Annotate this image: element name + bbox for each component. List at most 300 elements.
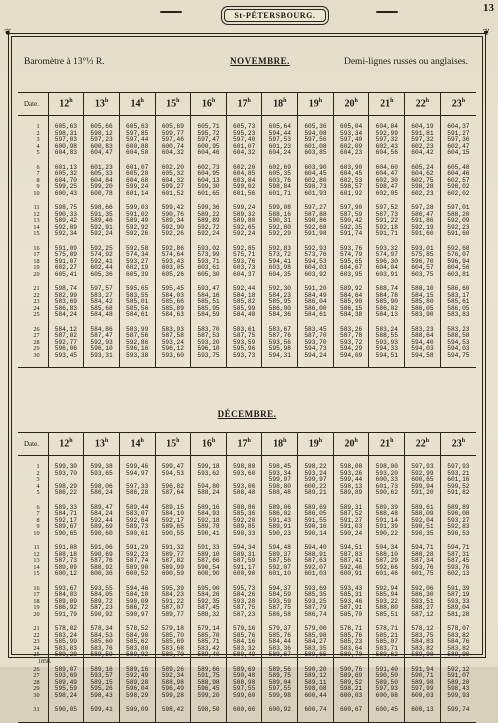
pressure-cell: 590,61 — [119, 531, 155, 538]
pressure-cell: 583,93 — [155, 327, 191, 334]
pressure-cell: 598,29 — [119, 693, 155, 700]
pressure-cell: 600,44 — [298, 693, 334, 700]
pressure-cell: 583,23 — [440, 327, 476, 334]
pressure-cell: 605,24 — [405, 165, 441, 172]
pressure-cell: 587,59 — [226, 558, 262, 565]
pressure-cell: 604,35 — [262, 272, 298, 279]
pressure-cell: 584,03 — [48, 592, 84, 599]
pressure-cell: 587,45 — [440, 558, 476, 565]
pressure-cell: 597,40 — [226, 137, 262, 144]
pressure-cell: 584,44 — [262, 639, 298, 646]
hour-suffix: h — [247, 438, 251, 445]
pressure-cell: 579,37 — [262, 626, 298, 633]
pressure-cell: 591,32 — [155, 545, 191, 552]
hour-column-header — [226, 93, 262, 116]
pressure-cell: 591,06 — [84, 545, 120, 552]
pressure-cell: 584,23 — [155, 592, 191, 599]
pressure-cell: 601,08 — [298, 144, 334, 151]
hour-number: 13 — [94, 438, 105, 450]
date-cell: 20 — [33, 610, 40, 618]
pressure-cell: 589,15 — [155, 505, 191, 512]
pressure-cell: 578,34 — [84, 626, 120, 633]
pressure-cell: 592,49 — [119, 673, 155, 680]
pressure-cell: 584,38 — [333, 312, 369, 319]
date-cell: 13 — [33, 557, 40, 564]
pressure-cell: 591,08 — [48, 545, 84, 552]
pressure-cell: 593,22 — [369, 599, 405, 606]
pressure-cell: 573,99 — [191, 252, 227, 259]
pressure-cell: 589,11 — [298, 680, 334, 687]
pressure-cell: 584,16 — [191, 293, 227, 300]
pressure-cell: 584,61 — [119, 312, 155, 319]
pressure-cell: 599,52 — [440, 484, 476, 491]
date-cell: 23 — [33, 638, 40, 645]
date-cell: 21 — [33, 285, 40, 292]
pressure-cell: 591,35 — [84, 212, 120, 219]
pressure-cell: 593,26 — [333, 471, 369, 478]
pressure-cell: 589,99 — [155, 565, 191, 572]
pressure-cell: 591,33 — [191, 545, 227, 552]
pressure-cell: 591,02 — [119, 212, 155, 219]
pressure-cell: 589,42 — [48, 218, 84, 225]
pressure-cell: 604,46 — [440, 171, 476, 178]
pressure-cell: 587,76 — [84, 558, 120, 565]
pressure-cell: 604,42 — [405, 150, 441, 157]
pressure-cell: 586,05 — [440, 306, 476, 313]
pressure-cell: 605,30 — [191, 272, 227, 279]
pressure-cell: 592,34 — [48, 231, 84, 238]
pressure-cell: 589,47 — [84, 505, 120, 512]
hour-column-header — [333, 93, 369, 116]
hour-number: 21 — [380, 438, 391, 450]
pressure-cell: 599,42 — [155, 205, 191, 212]
pressure-cell: 585,31 — [333, 592, 369, 599]
pressure-cell: 602,13 — [440, 571, 476, 578]
pressure-cell: 588,98 — [191, 680, 227, 687]
pressure-cell: 601,13 — [48, 165, 84, 172]
pressure-cell: 591,71 — [369, 231, 405, 238]
pressure-cell: 592,06 — [405, 586, 441, 593]
pressure-cell: 584,90 — [119, 633, 155, 640]
pressure-cell: 585,76 — [333, 633, 369, 640]
pressure-cell: 593,55 — [84, 586, 120, 593]
pressure-cell: 599,24 — [226, 205, 262, 212]
pressure-cell: 598,08 — [298, 686, 334, 693]
pressure-cell: 593,76 — [226, 259, 262, 266]
pressure-cell: 600,43 — [48, 191, 84, 198]
hour-column-header — [369, 93, 405, 116]
pressure-cell: 583,45 — [298, 327, 334, 334]
pressure-cell: 584,15 — [405, 293, 441, 300]
pressure-cell: 593,62 — [191, 471, 227, 478]
pressure-cell: 605,36 — [298, 124, 334, 131]
hour-column-header — [405, 93, 441, 116]
pressure-cell: 592,85 — [226, 246, 262, 253]
date-cell: 9 — [36, 183, 40, 190]
pressure-cell: 583,83 — [440, 312, 476, 319]
pressure-cell: 589,89 — [191, 218, 227, 225]
pressure-cell: 592,68 — [298, 225, 334, 232]
pressure-cell: 604,37 — [226, 272, 262, 279]
pressure-cell: 597,90 — [333, 205, 369, 212]
pressure-cell: 587,91 — [333, 605, 369, 612]
pressure-cell: 587,41 — [333, 558, 369, 565]
pressure-cell: 592,41 — [84, 259, 120, 266]
pressure-cell: 600,66 — [226, 707, 262, 714]
hour-number: 14 — [130, 98, 141, 110]
pressure-cell: 586,72 — [119, 605, 155, 612]
pressure-cell: 595,26 — [84, 686, 120, 693]
date-cell: 16 — [33, 244, 40, 252]
pressure-cell: 583,75 — [405, 633, 441, 640]
pressure-cell: 590,69 — [84, 552, 120, 559]
hour-column-header — [440, 433, 476, 456]
pressure-cell: 589,59 — [84, 652, 120, 659]
pressure-cell: 591,81 — [405, 131, 441, 138]
hour-column-header — [48, 93, 84, 116]
pressure-cell: 586,02 — [262, 511, 298, 518]
pressure-cell: 593,47 — [191, 286, 227, 293]
pressure-cell: 587,66 — [191, 558, 227, 565]
pressure-cell: 595,72 — [191, 131, 227, 138]
pressure-cell: 604,15 — [440, 150, 476, 157]
pressure-cell: 586,60 — [440, 286, 476, 293]
pressure-cell: 602,53 — [333, 178, 369, 185]
pressure-cell: 590,20 — [298, 667, 334, 674]
pressure-cell: 597,53 — [262, 137, 298, 144]
pressure-cell: 593,24 — [298, 471, 334, 478]
pressure-cell: 601,92 — [333, 191, 369, 198]
pressure-cell: 599,09 — [119, 707, 155, 714]
pressure-cell: 588,91 — [298, 552, 334, 559]
pressure-cell: 591,60 — [405, 231, 441, 238]
date-cell: 30 — [33, 351, 40, 359]
pressure-cell: 591,43 — [262, 518, 298, 525]
pressure-cell: 593,51 — [405, 599, 441, 606]
pressure-cell: 583,32 — [226, 646, 262, 653]
pressure-cell: 600,90 — [191, 571, 227, 578]
pressure-cell: 593,20 — [369, 471, 405, 478]
pressure-cell: 589,90 — [119, 565, 155, 572]
pressure-cell: 595,39 — [155, 586, 191, 593]
pressure-cell: 595,65 — [119, 286, 155, 293]
date-cell: 29 — [33, 685, 40, 692]
pressure-cell: 604,85 — [226, 171, 262, 178]
pressure-cell: 593,93 — [369, 340, 405, 347]
pressure-cell: 590,24 — [333, 531, 369, 538]
pressure-cell: 588,55 — [369, 333, 405, 340]
pressure-cell: 591,17 — [226, 565, 262, 572]
pressure-cell: 602,43 — [369, 144, 405, 151]
pressure-cell: 593,28 — [226, 599, 262, 606]
pressure-cell: 575,71 — [226, 252, 262, 259]
pressure-cell: 598,47 — [369, 184, 405, 191]
pressure-cell: 584,86 — [84, 327, 120, 334]
pressure-cell: 588,48 — [369, 511, 405, 518]
pressure-cell: 594,80 — [191, 484, 227, 491]
pressure-cell: 587,79 — [298, 605, 334, 612]
pressure-cell: 589,28 — [119, 680, 155, 687]
pressure-cell: 593,24 — [155, 340, 191, 347]
pressure-cell: 583,90 — [405, 312, 441, 319]
pressure-cell: 585,60 — [84, 639, 120, 646]
pressure-cell: 600,45 — [369, 707, 405, 714]
pressure-cell: 593,27 — [119, 259, 155, 266]
pressure-cell: 583,17 — [440, 293, 476, 300]
pressure-cell: 604,60 — [369, 165, 405, 172]
pressure-cell: 593,25 — [298, 599, 334, 606]
pressure-cell: 595,45 — [155, 286, 191, 293]
pressure-cell: 588,18 — [48, 552, 84, 559]
hour-number: 19 — [308, 438, 319, 450]
pressure-cell: 594,71 — [405, 545, 441, 552]
pressure-cell: 584,49 — [298, 293, 334, 300]
pressure-cell: 599,44 — [333, 477, 369, 484]
pressure-cell: 585,51 — [369, 612, 405, 619]
pressure-cell: 597,33 — [119, 484, 155, 491]
pressure-cell: 594,51 — [333, 545, 369, 552]
pressure-cell: 584,59 — [191, 312, 227, 319]
pressure-cell: 592,66 — [369, 565, 405, 572]
date-cell: 19 — [33, 264, 40, 271]
pressure-cell: 592,83 — [262, 246, 298, 253]
pressure-cell: 587,78 — [333, 333, 369, 340]
pressure-cell: 592,46 — [333, 565, 369, 572]
pressure-cell: 601,56 — [226, 191, 262, 198]
pressure-cell: 591,98 — [298, 231, 334, 238]
date-cell: 20 — [33, 270, 40, 278]
date-cell: 14 — [33, 223, 40, 231]
pressure-cell: 600,88 — [119, 144, 155, 151]
pressure-cell: 589,65 — [298, 652, 334, 659]
pressure-cell: 589,32 — [226, 212, 262, 219]
pressure-cell: 587,76 — [262, 333, 298, 340]
pressure-cell: 589,34 — [155, 218, 191, 225]
hour-suffix: h — [318, 438, 323, 445]
pressure-cell: 592,24 — [84, 231, 120, 238]
pressure-cell: 574,92 — [84, 252, 120, 259]
date-cell: 25 — [33, 651, 40, 658]
pressure-cell: 598,42 — [155, 707, 191, 714]
pressure-cell: 604,45 — [333, 171, 369, 178]
hour-column-header — [119, 93, 155, 116]
pressure-cell: 579,16 — [226, 626, 262, 633]
pressure-cell: 585,70 — [333, 612, 369, 619]
hour-column-header — [155, 433, 191, 456]
pressure-cell: 592,04 — [405, 518, 441, 525]
pressure-cell: 588,98 — [155, 680, 191, 687]
pressure-cell: 588,80 — [369, 605, 405, 612]
pressure-cell: 574,79 — [333, 252, 369, 259]
hour-number: 19 — [308, 98, 319, 110]
pressure-cell: 597,85 — [119, 131, 155, 138]
pressure-cell: 592,17 — [155, 518, 191, 525]
pressure-cell: 585,56 — [119, 306, 155, 313]
pressure-cell: 578,07 — [440, 626, 476, 633]
pressure-cell: 587,12 — [405, 612, 441, 619]
pressure-cell: 586,92 — [48, 605, 84, 612]
date-cell: 23 — [33, 298, 40, 305]
pressure-cell: 597,55 — [262, 686, 298, 693]
pressure-cell: 598,66 — [84, 205, 120, 212]
pressure-cell: 604,47 — [369, 171, 405, 178]
pressure-cell: 600,03 — [333, 693, 369, 700]
pressure-cell: 598,00 — [369, 464, 405, 471]
hour-column-header — [298, 93, 334, 116]
date-cell: 26 — [33, 325, 40, 333]
pressure-cell: 592,26 — [119, 231, 155, 238]
pressure-cell: 597,40 — [333, 137, 369, 144]
pressure-cell: 599,28 — [155, 693, 191, 700]
hour-column-header — [191, 433, 227, 456]
hour-number: 23 — [451, 438, 462, 450]
pressure-cell: 589,16 — [191, 505, 227, 512]
pressure-cell: 586,47 — [405, 212, 441, 219]
pressure-cell: 600,95 — [191, 144, 227, 151]
pressure-cell: 593,72 — [333, 340, 369, 347]
pressure-cell: 598,02 — [440, 184, 476, 191]
pressure-cell: 604,70 — [48, 178, 84, 185]
date-cell: 10 — [33, 189, 40, 197]
pressure-cell: 591,29 — [119, 545, 155, 552]
date-cell: 28 — [33, 678, 40, 686]
pressure-cell: 600,52 — [119, 571, 155, 578]
pressure-cell: 590,41 — [191, 531, 227, 538]
pressure-cell: 590,53 — [440, 531, 476, 538]
pressure-cell: 592,25 — [84, 246, 120, 253]
pressure-cell: 594,40 — [405, 340, 441, 347]
pressure-cell: 584,27 — [298, 639, 334, 646]
pressure-cell: 601,65 — [191, 191, 227, 198]
pressure-cell: 590,33 — [48, 212, 84, 219]
pressure-cell: 589,77 — [155, 552, 191, 559]
pressure-cell: 598,50 — [191, 707, 227, 714]
pressure-cell: 587,56 — [119, 333, 155, 340]
pressure-cell: 601,03 — [298, 571, 334, 578]
pressure-cell: 598,75 — [48, 205, 84, 212]
pressure-cell: 588,20 — [440, 212, 476, 219]
pressure-cell: 598,21 — [333, 686, 369, 693]
pressure-cell: 589,15 — [84, 680, 120, 687]
date-cell: 5 — [36, 149, 40, 156]
date-cell: 16 — [33, 584, 40, 592]
pressure-cell: 586,58 — [262, 612, 298, 619]
pressure-cell: 584,42 — [84, 299, 120, 306]
pressure-cell: 584,10 — [155, 511, 191, 518]
pressure-cell: 589,40 — [191, 652, 227, 659]
pressure-cell: 600,59 — [155, 571, 191, 578]
header-ornament-left — [160, 11, 182, 13]
pressure-cell: 589,49 — [48, 680, 84, 687]
pressure-cell: 583,35 — [298, 646, 334, 653]
pressure-cell: 592,09 — [440, 218, 476, 225]
pressure-cell: 605,26 — [155, 272, 191, 279]
pressure-cell: 603,85 — [298, 150, 334, 157]
pressure-cell: 587,64 — [155, 490, 191, 497]
pressure-cell: 595,73 — [226, 586, 262, 593]
date-cell: 15 — [33, 230, 40, 237]
pressure-cell: 583,67 — [262, 327, 298, 334]
hour-suffix: h — [69, 438, 73, 445]
pressure-cell: 589,91 — [262, 524, 298, 531]
date-cell: 1 — [36, 463, 40, 470]
hour-suffix: h — [140, 98, 144, 105]
pressure-cell: 598,12 — [84, 131, 120, 138]
pressure-cell: 599,08 — [262, 205, 298, 212]
hour-suffix: h — [354, 98, 358, 105]
date-cell: 1 — [36, 123, 40, 130]
pressure-cell: 590,51 — [405, 524, 441, 531]
pressure-cell: 588,48 — [226, 490, 262, 497]
date-cell: 2 — [36, 469, 40, 477]
pressure-cell: 583,24 — [369, 327, 405, 334]
pressure-cell: 584,24 — [84, 511, 120, 518]
pressure-cell: 584,63 — [155, 312, 191, 319]
pressure-cell: 585,68 — [84, 306, 120, 313]
pressure-cell: 599,20 — [84, 184, 120, 191]
pressure-cell: 590,33 — [226, 531, 262, 538]
pressure-cell: 604,68 — [119, 178, 155, 185]
table-body — [18, 116, 476, 368]
pressure-cell: 589,20 — [440, 680, 476, 687]
pressure-cell: 592,29 — [262, 231, 298, 238]
pressure-cell: 594,75 — [440, 353, 476, 360]
date-cell: 5 — [36, 489, 40, 496]
pressure-cell: 585,21 — [369, 633, 405, 640]
hour-column-header — [191, 93, 227, 116]
pressure-cell: 599,74 — [440, 707, 476, 714]
pressure-cell: 587,82 — [155, 558, 191, 565]
pressure-cell: 581,28 — [440, 612, 476, 619]
pressure-cell: 589,12 — [298, 673, 334, 680]
pressure-cell: 598,24 — [48, 693, 84, 700]
pressure-cell: 586,00 — [298, 306, 334, 313]
pressure-cell: 582,99 — [48, 293, 84, 300]
pressure-cell: 601,14 — [119, 191, 155, 198]
date-cell: 4 — [36, 482, 40, 490]
pressure-cell: 592,35 — [333, 225, 369, 232]
pressure-cell: 599,20 — [191, 693, 227, 700]
pressure-cell: 604,23 — [333, 150, 369, 157]
pressure-cell: 588,64 — [405, 333, 441, 340]
pressure-cell: 587,73 — [369, 212, 405, 219]
month-title-november: NOVEMBRE. — [230, 56, 290, 66]
pressure-cell: 604,95 — [191, 171, 227, 178]
hour-column-header — [48, 433, 84, 456]
pressure-cell: 589,75 — [262, 673, 298, 680]
pressure-cell: 592,93 — [84, 340, 120, 347]
pressure-cell: 602,09 — [333, 144, 369, 151]
pressure-cell: 589,37 — [262, 552, 298, 559]
pressure-cell: 603,73 — [226, 265, 262, 272]
pressure-cell: 585,94 — [369, 592, 405, 599]
pressure-cell: 605,36 — [84, 272, 120, 279]
pressure-cell: 585,76 — [226, 633, 262, 640]
pressure-cell: 599,18 — [191, 464, 227, 471]
date-cell: 24 — [33, 644, 40, 652]
hour-number: 23 — [451, 98, 462, 110]
hour-number: 21 — [380, 98, 391, 110]
pressure-cell: 602,75 — [405, 178, 441, 185]
hour-column-header — [119, 433, 155, 456]
pressure-cell: 589,98 — [405, 680, 441, 687]
pressure-cell: 584,24 — [48, 312, 84, 319]
pressure-cell: 604,45 — [298, 171, 334, 178]
hour-number: 18 — [273, 98, 284, 110]
city-title: St-PÉTERSBOURG. — [224, 9, 325, 22]
pressure-cell: 592,58 — [119, 246, 155, 253]
pressure-cell: 592,83 — [440, 524, 476, 531]
